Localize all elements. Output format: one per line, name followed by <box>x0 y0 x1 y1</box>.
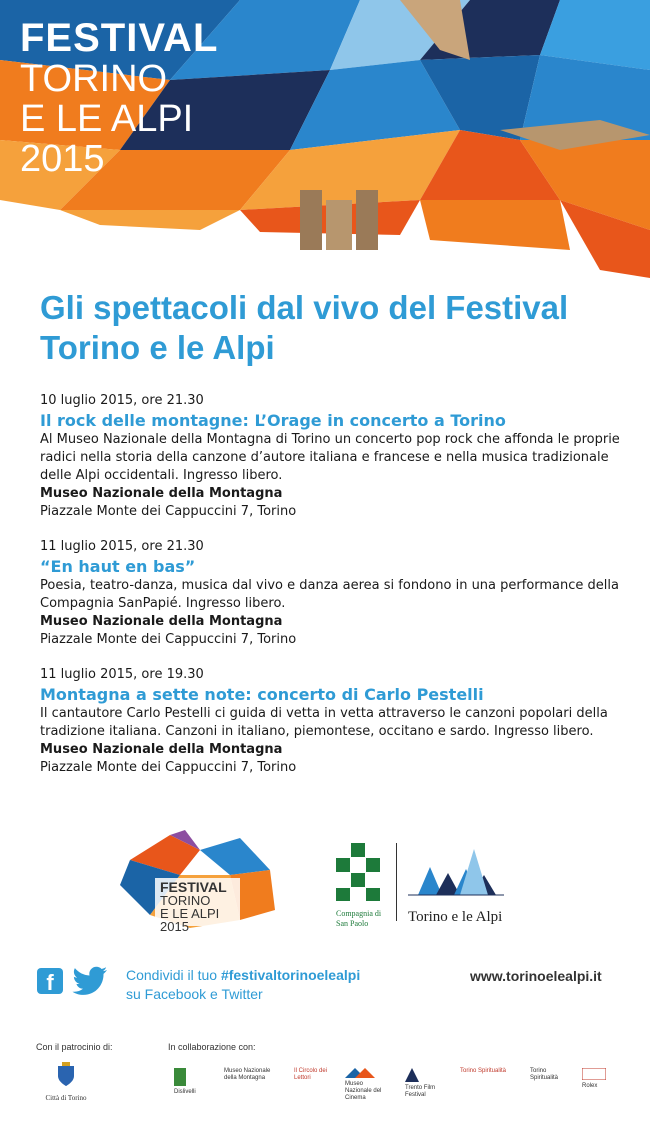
website-link[interactable]: www.torinoelealpi.it <box>470 968 602 984</box>
event-address: Piazzale Monte dei Cappuccini 7, Torino <box>40 504 297 519</box>
festival-logo-line1: FESTIVAL <box>160 879 227 895</box>
sponsor-logos <box>0 825 650 935</box>
event-title: Montagna a sette note: concerto di Carlo Pestelli <box>40 685 484 704</box>
partner-logos <box>170 1068 620 1101</box>
sanpaolo-mark <box>336 843 380 901</box>
share-bar <box>0 962 650 1012</box>
compagnia-san-paolo-logo <box>336 843 386 929</box>
festival-title <box>20 18 218 178</box>
event-venue: Museo Nazionale della Montagna <box>40 614 283 629</box>
event-address: Piazzale Monte dei Cappuccini 7, Torino <box>40 632 297 647</box>
rolex-icon <box>582 1068 606 1080</box>
facebook-icon[interactable]: f <box>37 968 63 994</box>
partner-logo <box>530 1068 564 1094</box>
share-hashtag[interactable]: #festivaltorinoelealpi <box>220 967 361 983</box>
sanpaolo-label: Compagnia di San Paolo <box>336 909 382 928</box>
festival-logo-line2: TORINO <box>160 893 211 908</box>
festival-logo-text <box>160 880 227 933</box>
partner-name: Il Circolo dei Lettori <box>294 1068 328 1081</box>
festival-title-line1: FESTIVAL <box>20 16 219 60</box>
twitter-icon[interactable] <box>72 966 108 996</box>
festival-logo-line3: E LE ALPI <box>160 906 220 921</box>
tla-label: Torino e le Alpi <box>408 909 503 925</box>
partner-logo <box>294 1068 338 1094</box>
event-title: Il rock delle montagne: L’Orage in concerto a Torino <box>40 411 506 430</box>
collab-label: In collaborazione con: <box>168 1042 256 1052</box>
event-description: Il cantautore Carlo Pestelli ci guida di vetta in vetta attraverso le canzoni popolari della tradizione italiana. Canzoni in italiano, piemontese, occitano e sardo. Ingresso libero. <box>40 706 608 739</box>
partner-logo <box>345 1068 389 1101</box>
festival-title-line3: E LE ALPI <box>20 98 194 140</box>
footer <box>0 1038 650 1137</box>
share-text <box>126 966 360 1004</box>
event-venue: Museo Nazionale della Montagna <box>40 486 283 501</box>
partner-name: Museo Nazionale del Cinema <box>345 1081 382 1101</box>
header-banner <box>0 0 650 285</box>
event-item <box>40 666 620 777</box>
festival-title-line4: 2015 <box>20 138 105 180</box>
dislivelli-icon <box>174 1068 186 1086</box>
patrocinio-label: Con il patrocinio di: <box>36 1042 113 1052</box>
event-address: Piazzale Monte dei Cappuccini 7, Torino <box>40 760 297 775</box>
partner-name: Museo Nazionale della Montagna <box>224 1068 271 1081</box>
festival-logo <box>110 830 280 934</box>
event-title: “En haut en bas” <box>40 557 196 576</box>
partner-logo <box>224 1068 284 1094</box>
partner-logo <box>405 1068 449 1098</box>
citta-label: Città di Torino <box>45 1094 87 1102</box>
torino-e-le-alpi-logo <box>408 845 528 926</box>
partner-name: Dislivelli <box>174 1089 196 1095</box>
events-list <box>40 392 620 794</box>
festival-title-line2: TORINO <box>20 58 168 100</box>
cinema-icon <box>345 1068 375 1078</box>
logo-divider <box>396 843 397 921</box>
event-date: 11 luglio 2015, ore 21.30 <box>40 539 204 554</box>
event-date: 11 luglio 2015, ore 19.30 <box>40 667 204 682</box>
event-description: Poesia, teatro-danza, musica dal vivo e danza aerea si fondono in una performance della Compagnia SanPapié. Ingresso libero. <box>40 578 619 611</box>
partner-name: Torino Spiritualità <box>460 1068 507 1074</box>
trento-icon <box>405 1068 419 1082</box>
partner-name: Trento Film Festival <box>405 1085 436 1098</box>
partner-logo <box>582 1068 612 1094</box>
share-prefix: Condividi il tuo <box>126 967 221 983</box>
share-line1 <box>126 966 360 985</box>
page-headline: Gli spettacoli dal vivo del Festival Torino e le Alpi <box>40 289 569 366</box>
festival-logo-line4: 2015 <box>160 919 189 934</box>
crest-icon <box>56 1062 76 1088</box>
partner-logo <box>174 1068 214 1094</box>
mountain-mark <box>408 845 504 901</box>
event-date: 10 luglio 2015, ore 21.30 <box>40 393 204 408</box>
event-venue: Museo Nazionale della Montagna <box>40 742 283 757</box>
event-item <box>40 538 620 649</box>
event-description: Al Museo Nazionale della Montagna di Torino un concerto pop rock che affonda le proprie radici nella storia della canzone d’autore italiana e francese e nella musica tradizionale delle Alpi occidentali. Ingresso libero. <box>40 432 620 483</box>
share-line2: su Facebook e Twitter <box>126 986 263 1002</box>
event-item <box>40 392 620 521</box>
citta-di-torino-logo <box>35 1062 97 1102</box>
partner-logo <box>460 1068 510 1094</box>
partner-name: Torino Spiritualità <box>530 1068 559 1081</box>
partner-name: Rolex <box>582 1083 598 1089</box>
